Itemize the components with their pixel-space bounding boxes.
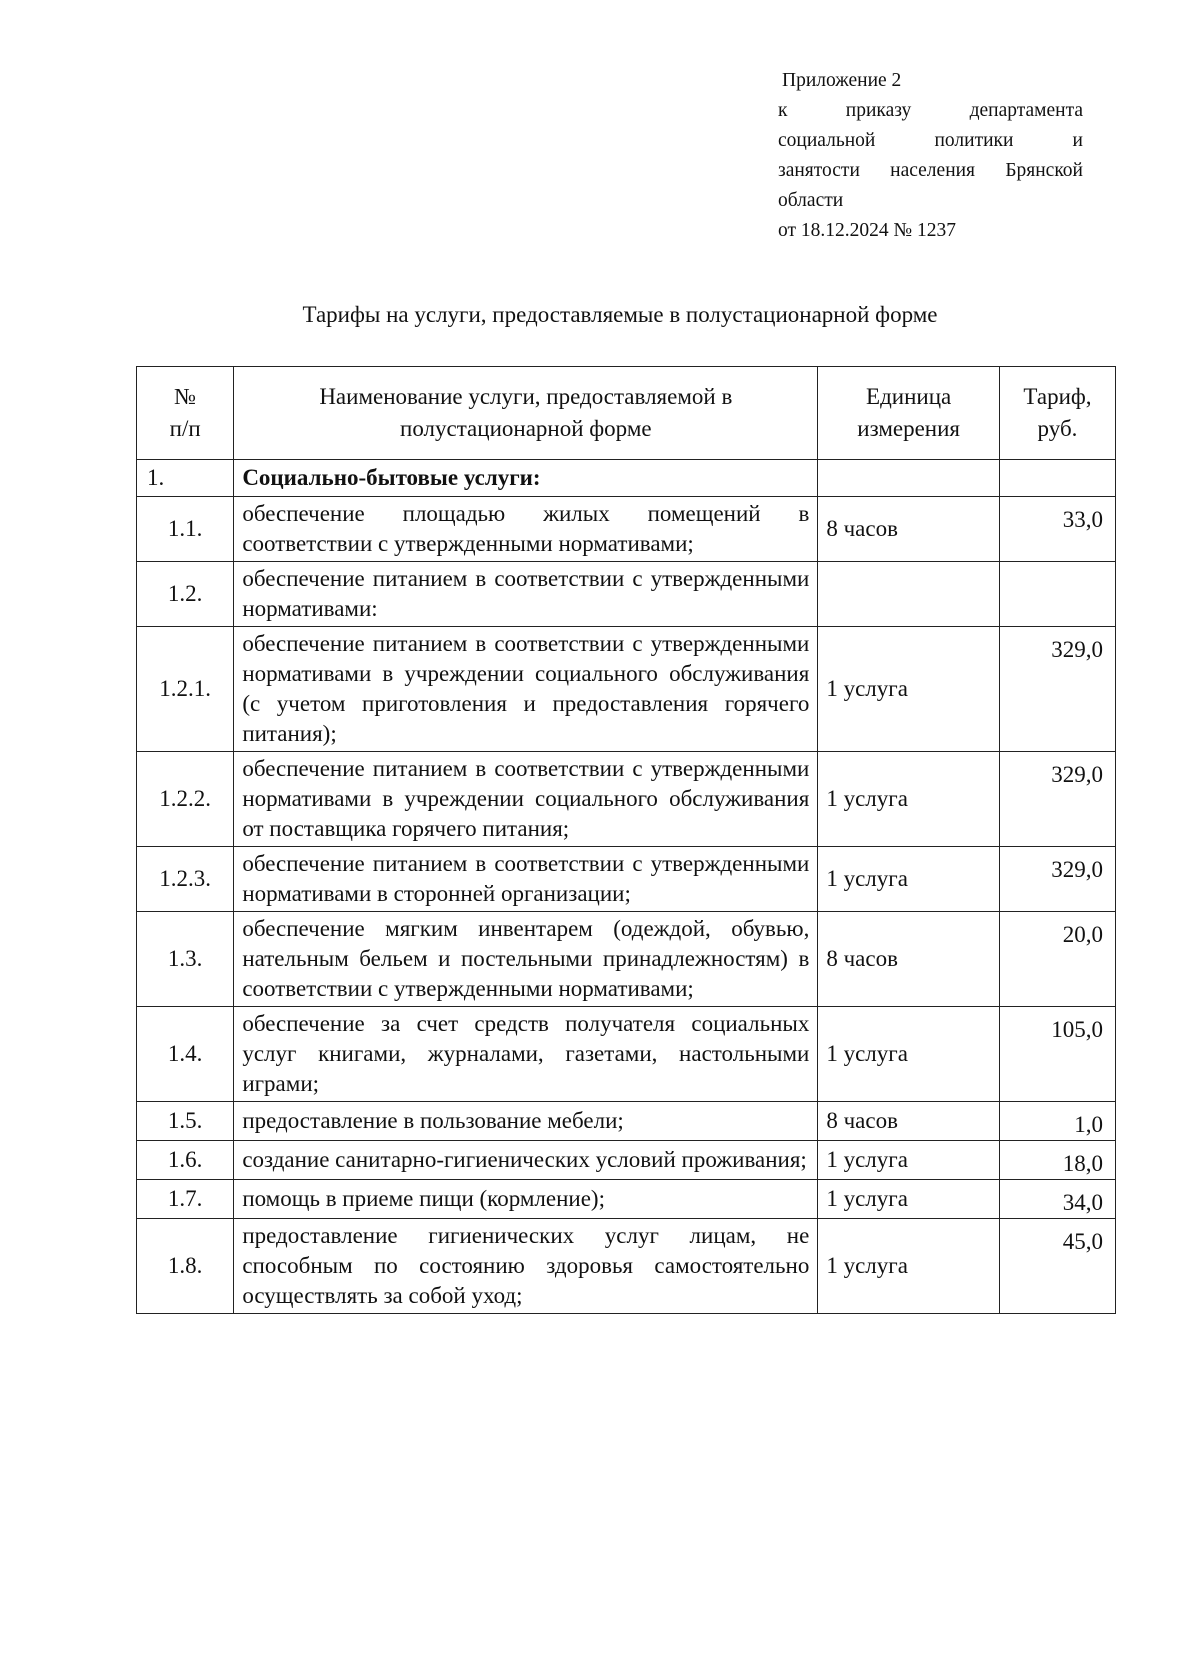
row-unit [818, 562, 1000, 627]
row-service-text: обеспечение мягким инвентарем (одеждой, обувью, нательным бельем и постельными принадлежностям) в соответствии с утвержденными нормативами; [242, 916, 810, 1001]
row-num: 1.2. [137, 562, 234, 627]
row-service-name [234, 752, 818, 847]
header-name-line-2: полустационарной форме [400, 416, 652, 441]
row-num: 1.5. [137, 1102, 234, 1141]
row-tariff: 329,0 [999, 627, 1115, 752]
header-tariff-line-2: руб. [1037, 416, 1078, 441]
row-tariff: 20,0 [999, 912, 1115, 1007]
header-tariff [999, 367, 1115, 460]
row-service-name [234, 562, 818, 627]
row-service-name [234, 1219, 818, 1314]
row-num: 1.6. [137, 1141, 234, 1180]
table-row [137, 1102, 1116, 1141]
row-unit: 1 услуга [818, 752, 1000, 847]
row-unit: 1 услуга [818, 1141, 1000, 1180]
row-tariff: 329,0 [999, 752, 1115, 847]
header-name [234, 367, 818, 460]
row-service-name [234, 1007, 818, 1102]
approval-line-5: области [778, 190, 844, 211]
row-service-text: обеспечение питанием в соответствии с утвержденными нормативами: [242, 566, 810, 621]
row-service-name [234, 1180, 818, 1219]
row-tariff: 105,0 [999, 1007, 1115, 1102]
row-service-name [234, 1141, 818, 1180]
row-tariff: 34,0 [999, 1180, 1115, 1219]
row-service-name [234, 912, 818, 1007]
row-service-text: обеспечение питанием в соответствии с утвержденными нормативами в сторонней организации; [242, 851, 810, 906]
document-title: Тарифы на услуги, предоставляемые в полустационарной форме [302, 302, 938, 327]
row-unit: 8 часов [818, 497, 1000, 562]
row-unit: 1 услуга [818, 1007, 1000, 1102]
row-num: 1.4. [137, 1007, 234, 1102]
section-num: 1. [137, 460, 234, 497]
row-num: 1.2.3. [137, 847, 234, 912]
table-row [137, 1180, 1116, 1219]
tariffs-table [136, 366, 1116, 1314]
table-row [137, 1219, 1116, 1314]
table-row [137, 847, 1116, 912]
row-tariff [999, 562, 1115, 627]
row-service-text: предоставление в пользование мебели; [242, 1108, 624, 1133]
header-name-line-1: Наименование услуги, предоставляемой в [319, 384, 733, 409]
approval-block [778, 66, 1083, 246]
row-service-text: обеспечение площадью жилых помещений в соответствии с утвержденными нормативами; [242, 501, 810, 556]
row-unit: 1 услуга [818, 1180, 1000, 1219]
approval-line-3: социальной политики и [778, 130, 1083, 151]
row-service-text: обеспечение питанием в соответствии с утвержденными нормативами в учреждении социального обслуживания (с учетом приготовления и предоставления горячего питания); [242, 631, 810, 746]
row-num: 1.1. [137, 497, 234, 562]
row-num: 1.2.1. [137, 627, 234, 752]
row-service-name [234, 627, 818, 752]
table-row [137, 1141, 1116, 1180]
table-row [137, 1007, 1116, 1102]
approval-line-6: от 18.12.2024 № 1237 [778, 220, 956, 241]
row-service-name [234, 1102, 818, 1141]
row-num: 1.3. [137, 912, 234, 1007]
section-tariff [999, 460, 1115, 497]
table-row [137, 752, 1116, 847]
approval-line-4: занятости населения Брянской [778, 160, 1083, 181]
header-unit-line-1: Единица [866, 384, 952, 409]
row-service-text: предоставление гигиенических услуг лицам, не способным по состоянию здоровья самостоятельно осуществлять за собой уход; [242, 1223, 810, 1308]
approval-line-2: к приказу департамента [778, 100, 1083, 121]
section-name: Социально-бытовые услуги: [234, 460, 818, 497]
row-num: 1.2.2. [137, 752, 234, 847]
approval-line-1: Приложение 2 [782, 70, 902, 91]
row-unit: 1 услуга [818, 627, 1000, 752]
row-tariff: 33,0 [999, 497, 1115, 562]
row-service-text: создание санитарно-гигиенических условий проживания; [242, 1147, 807, 1172]
row-service-text: обеспечение питанием в соответствии с утвержденными нормативами в учреждении социального обслуживания от поставщика горячего питания; [242, 756, 810, 841]
row-tariff: 18,0 [999, 1141, 1115, 1180]
header-num [137, 367, 234, 460]
table-header-row [137, 367, 1116, 460]
row-service-name [234, 497, 818, 562]
row-tariff: 1,0 [999, 1102, 1115, 1141]
row-service-name [234, 847, 818, 912]
row-tariff: 45,0 [999, 1219, 1115, 1314]
header-unit-line-2: измерения [857, 416, 961, 441]
header-unit [818, 367, 1000, 460]
row-num: 1.8. [137, 1219, 234, 1314]
header-num-line-1: № [174, 384, 197, 409]
row-service-text: обеспечение за счет средств получателя социальных услуг книгами, журналами, газетами, настольными играми; [242, 1011, 810, 1096]
table-row [137, 912, 1116, 1007]
row-unit: 1 услуга [818, 847, 1000, 912]
row-unit: 1 услуга [818, 1219, 1000, 1314]
row-unit: 8 часов [818, 1102, 1000, 1141]
row-tariff: 329,0 [999, 847, 1115, 912]
row-unit: 8 часов [818, 912, 1000, 1007]
header-tariff-line-1: Тариф, [1023, 384, 1092, 409]
row-num: 1.7. [137, 1180, 234, 1219]
header-num-line-2: п/п [169, 416, 201, 441]
row-service-text: помощь в приеме пищи (кормление); [242, 1186, 605, 1211]
table-row [137, 497, 1116, 562]
section-unit [818, 460, 1000, 497]
table-row [137, 627, 1116, 752]
section-row [137, 460, 1116, 497]
table-row [137, 562, 1116, 627]
